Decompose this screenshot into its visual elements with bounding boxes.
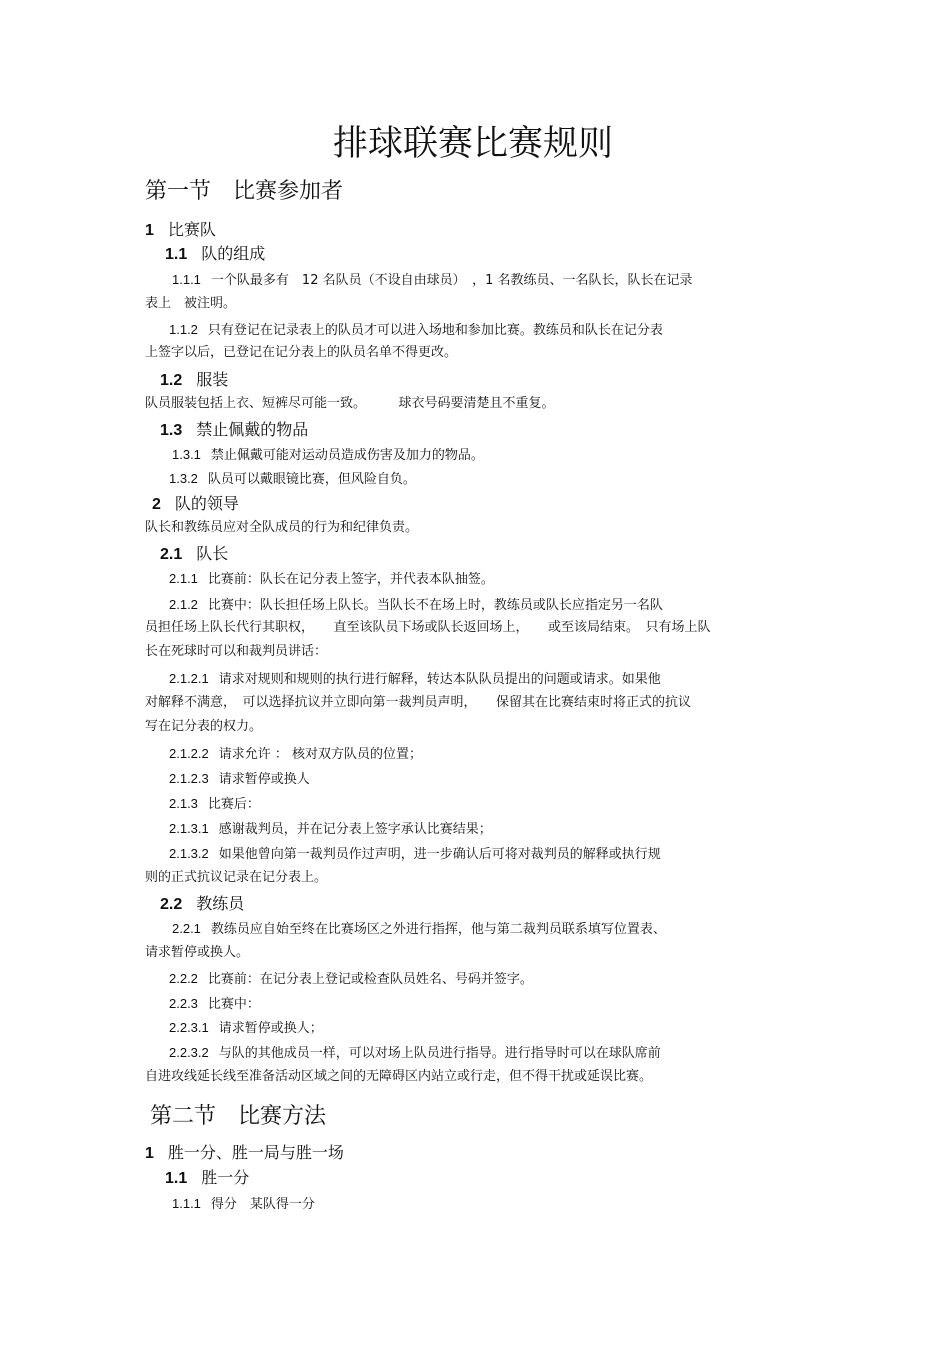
- paragraph-2-1-2-line-3: 长在死球时可以和裁判员讲话：: [145, 644, 328, 659]
- clause-number: 2.2.3.2: [169, 1045, 209, 1060]
- paragraph-2-1-1: [169, 572, 494, 586]
- heading-text: 比赛队: [167, 220, 216, 239]
- heading-number: 1.1: [165, 246, 188, 263]
- clause-text: 请求暂停或换人；: [218, 1021, 323, 1036]
- clause-number: 1.1.1: [172, 272, 201, 287]
- paragraph-2-1-2-1-line-2: 对解释不满意， 可以选择抗议并立即向第一裁判员声明， 保留其在比赛结束时将正式的抗议: [145, 695, 692, 710]
- paragraph-2-1-3-1: [169, 822, 492, 836]
- paragraph-2-1-3-2-line-2: 则的正式抗议记录在记分表上。: [145, 870, 328, 885]
- paragraph-2-2-3: [169, 997, 260, 1011]
- s2-heading-1: [145, 1145, 344, 1162]
- clause-text: 比赛中：队长担任场上队长。当队长不在场上时，教练员或队长应指定另一名队: [207, 598, 663, 613]
- clause-number: 2.1.2: [169, 597, 198, 612]
- heading-1-1: [165, 246, 265, 263]
- heading-number: 1.2: [160, 372, 183, 389]
- clause-number: 2.2.3.1: [169, 1020, 209, 1035]
- clause-text: 得分 某队得一分: [210, 1197, 315, 1212]
- heading-number: 1: [145, 222, 154, 239]
- clause-text: 比赛前：在记分表上登记或检查队员姓名、号码并签字。: [207, 972, 533, 987]
- clause-number: 2.2.3: [169, 996, 198, 1011]
- heading-text: 队的领导: [174, 494, 239, 513]
- s2-paragraph-1-1-1: [172, 1197, 315, 1211]
- clause-number: 2.1.2.3: [169, 771, 209, 786]
- heading-1-2: [160, 372, 228, 389]
- clause-number: 2.2.1: [172, 921, 201, 936]
- paragraph-2-2-2: [169, 972, 533, 986]
- paragraph-2: 队长和教练员应对全队成员的行为和纪律负责。: [145, 520, 419, 535]
- paragraph-1-2: 队员服装包括上衣、短裤尽可能一致。 球衣号码要清楚且不重复。: [145, 396, 555, 411]
- paragraph-2-1-2-line-1: [169, 598, 663, 612]
- heading-text: 服装: [196, 370, 229, 389]
- paragraph-2-2-3-2-line-1: [169, 1046, 661, 1060]
- paragraph-2-1-2-1-line-3: 写在记分表的权力。: [145, 719, 263, 734]
- heading-1: [145, 222, 216, 239]
- clause-number: 2.1.2.1: [169, 671, 209, 686]
- paragraph-2-2-1-line-1: [172, 922, 666, 936]
- heading-1-3: [160, 422, 308, 439]
- paragraph-2-1-2-2: [169, 747, 422, 761]
- clause-text: 一个队最多有 12 名队员（不设自由球员） ，1 名教练员、一名队长，队长在记录: [210, 273, 693, 288]
- heading-2-2: [160, 896, 244, 913]
- heading-text: 队的组成: [201, 244, 266, 263]
- heading-text: 队长: [196, 544, 229, 563]
- paragraph-1-1-1-line-2: 表上 被注明。: [145, 296, 237, 311]
- paragraph-1-1-2-line-1: [169, 323, 663, 337]
- clause-text: 请求对规则和规则的执行进行解释，转达本队队员提出的问题或请求。如果他: [218, 672, 661, 687]
- clause-text: 感谢裁判员，并在记分表上签字承认比赛结果；: [218, 822, 492, 837]
- paragraph-2-1-2-1-line-1: [169, 672, 661, 686]
- heading-2-1: [160, 546, 228, 563]
- paragraph-2-2-3-2-line-2: 自进攻线延长线至准备活动区域之间的无障碍区内站立或行走，但不得干扰或延误比赛。: [145, 1069, 653, 1084]
- heading-number: 1: [145, 1145, 154, 1162]
- clause-number: 2.1.1: [169, 571, 198, 586]
- clause-number: 1.1.1: [172, 1196, 201, 1211]
- heading-text: 禁止佩戴的物品: [196, 420, 309, 439]
- paragraph-1-3-1: [172, 448, 484, 462]
- clause-text: 只有登记在记录表上的队员才可以进入场地和参加比赛。教练员和队长在记分表: [207, 323, 663, 338]
- heading-number: 1.3: [160, 422, 183, 439]
- heading-text: 胜一分、胜一局与胜一场: [167, 1143, 344, 1162]
- clause-number: 1.3.2: [169, 471, 198, 486]
- clause-text: 如果他曾向第一裁判员作过声明，进一步确认后可将对裁判员的解释或执行规: [218, 847, 661, 862]
- clause-text: 与队的其他成员一样，可以对场上队员进行指导。进行指导时可以在球队席前: [218, 1046, 661, 1061]
- clause-text: 比赛前：队长在记分表上签字，并代表本队抽签。: [207, 572, 494, 587]
- paragraph-1-1-1-line-1: [172, 273, 693, 287]
- clause-number: 1.1.2: [169, 322, 198, 337]
- heading-2: [152, 496, 239, 513]
- section-1-heading: 第一节 比赛参加者: [145, 179, 344, 204]
- paragraph-1-1-2-line-2: 上签字以后，已登记在记分表上的队员名单不得更改。: [145, 345, 458, 360]
- s2-heading-1-1: [165, 1170, 249, 1187]
- paragraph-2-2-1-line-2: 请求暂停或换人。: [145, 945, 250, 960]
- clause-number: 2.1.3.2: [169, 846, 209, 861]
- clause-text: 禁止佩戴可能对运动员造成伤害及加力的物品。: [210, 448, 484, 463]
- clause-text: 队员可以戴眼镜比赛，但风险自负。: [207, 472, 416, 487]
- paragraph-1-3-2: [169, 472, 416, 486]
- clause-number: 2.1.3.1: [169, 821, 209, 836]
- paragraph-2-1-3: [169, 797, 260, 811]
- clause-number: 2.1.2.2: [169, 746, 209, 761]
- heading-number: 2: [152, 496, 161, 513]
- document-title: 排球联赛比赛规则: [333, 124, 614, 164]
- paragraph-2-1-3-2-line-1: [169, 847, 661, 861]
- clause-number: 2.2.2: [169, 971, 198, 986]
- clause-number: 2.1.3: [169, 796, 198, 811]
- clause-text: 请求允许 ： 核对双方队员的位置；: [218, 747, 423, 762]
- heading-number: 1.1: [165, 1170, 188, 1187]
- clause-text: 教练员应自始至终在比赛场区之外进行指挥，他与第二裁判员联系填写位置表、: [210, 922, 666, 937]
- clause-text: 比赛后：: [207, 797, 260, 812]
- heading-text: 胜一分: [201, 1168, 250, 1187]
- paragraph-2-1-2-line-2: 员担任场上队长代行其职权， 直至该队员下场或队长返回场上， 或至该局结束。 只有场上队: [145, 620, 711, 635]
- clause-text: 请求暂停或换人: [218, 772, 310, 787]
- heading-number: 2.2: [160, 896, 183, 913]
- clause-text: 比赛中：: [207, 997, 260, 1012]
- clause-number: 1.3.1: [172, 447, 201, 462]
- heading-number: 2.1: [160, 546, 183, 563]
- paragraph-2-2-3-1: [169, 1021, 323, 1035]
- heading-text: 教练员: [196, 894, 245, 913]
- paragraph-2-1-2-3: [169, 772, 310, 786]
- section-2-heading: 第二节 比赛方法: [150, 1104, 327, 1129]
